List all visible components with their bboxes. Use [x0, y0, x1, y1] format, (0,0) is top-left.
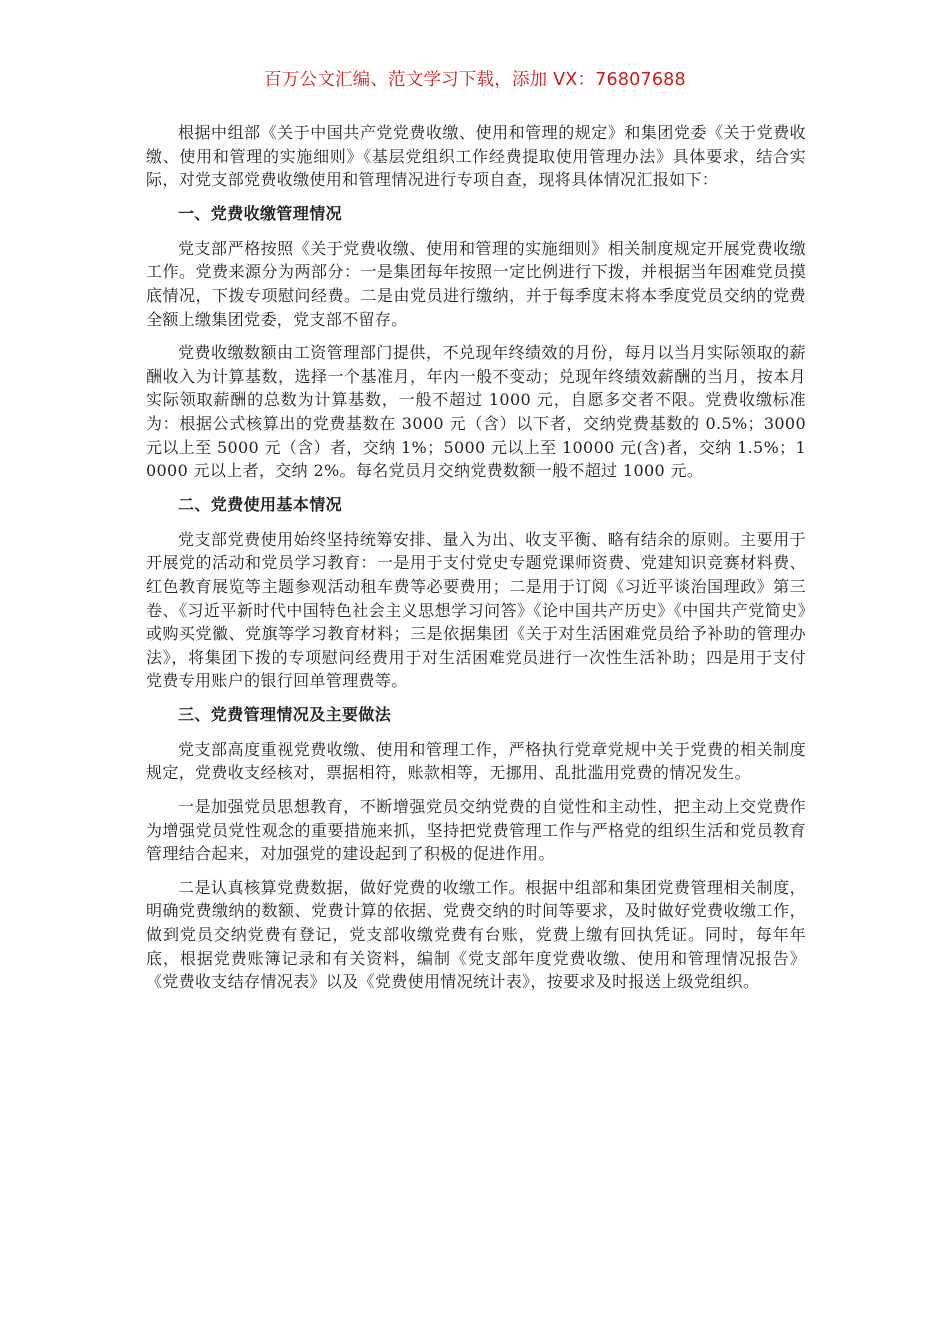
section-3-paragraph-2: 一是加强党员思想教育，不断增强党员交纳党费的自觉性和主动性，把主动上交党费作为增强党员党性观念的重要措施来抓，坚持把党费管理工作与严格党的组织生活和党员教育管理结合起来，对加强党的建设起到了积极的促进作用。 — [146, 797, 806, 864]
section-3-heading: 三、党费管理情况及主要做法 — [178, 704, 392, 724]
document-body — [146, 121, 806, 1004]
section-2-paragraph-1: 党支部党费使用始终坚持统筹安排、量入为出、收支平衡、略有结余的原则。主要用于开展党的活动和党员学习教育：一是用于支付党史专题党课师资费、党建知识竞赛材料费、红色教育展览等主题参观活动租车费等必要费用；二是用于订阅《习近平谈治国理政》第三卷、《习近平新时代中国特色社会主义思想学习问答》《论中国共产历史》《中国共产党简史》或购买党徽、党旗等学习教育材料；三是依据集团《关于对生活困难党员给予补助的管理办法》，将集团下拨的专项慰问经费用于对生活困难党员进行一次性生活补助；四是用于支付党费专用账户的银行回单管理费等。 — [146, 529, 806, 691]
intro-paragraph: 根据中组部《关于中国共产党党费收缴、使用和管理的规定》和集团党委《关于党费收缴、使用和管理的实施细则》《基层党组织工作经费提取使用管理办法》具体要求，结合实际，对党支部党费收缴使用和管理情况进行专项自查，现将具体情况汇报如下： — [146, 123, 806, 190]
section-1-paragraph-1: 党支部严格按照《关于党费收缴、使用和管理的实施细则》相关制度规定开展党费收缴工作。党费来源分为两部分：一是集团每年按照一定比例进行下拨，并根据当年困难党员摸底情况，下拨专项慰问经费。二是由党员进行缴纳，并于每季度末将本季度党员交纳的党费全额上缴集团党委，党支部不留存。 — [146, 238, 806, 329]
section-3-paragraph-1: 党支部高度重视党费收缴、使用和管理工作，严格执行党章党规中关于党费的相关制度规定，党费收支经核对，票据相符，账款相等，无挪用、乱批滥用党费的情况发生。 — [146, 739, 806, 783]
promo-banner: 百万公文汇编、范文学习下载，添加 VX：76807688 — [264, 70, 686, 90]
section-3-paragraph-3: 二是认真核算党费数据，做好党费的收缴工作。根据中组部和集团党费管理相关制度，明确党费缴纳的数额、党费计算的依据、党费交纳的时间等要求，及时做好党费收缴工作，做到党员交纳党费有登记，党支部收缴党费有台账，党费上缴有回执凭证。同时，每年年底，根据党费账簿记录和有关资料，编制《党支部年度党费收缴、使用和管理情况报告》《党费收支结存情况表》以及《党费使用情况统计表》，按要求及时报送上级党组织。 — [146, 877, 806, 992]
section-1-paragraph-2: 党费收缴数额由工资管理部门提供，不兑现年终绩效的月份，每月以当月实际领取的薪酬收入为计算基数，选择一个基准月，年内一般不变动；兑现年终绩效薪酬的当月，按本月实际领取薪酬的总数为计算基数，一般不超过 1000 元，自愿多交者不限。党费收缴标准为：根据公式核算出的党费基数在 3000 元（含）以下者，交纳党费基数的 0.5%；3000 元以上至 5000 元（含）者，交纳 1%；5000 元以上至 10000 元(含)者，交纳 1.5%；10000 元以上者，交纳 2%。每名党员月交纳党费数额一般不超过 1000 元。 — [146, 343, 806, 481]
section-1-heading: 一、党费收缴管理情况 — [178, 203, 343, 223]
section-2-heading: 二、党费使用基本情况 — [178, 494, 343, 514]
